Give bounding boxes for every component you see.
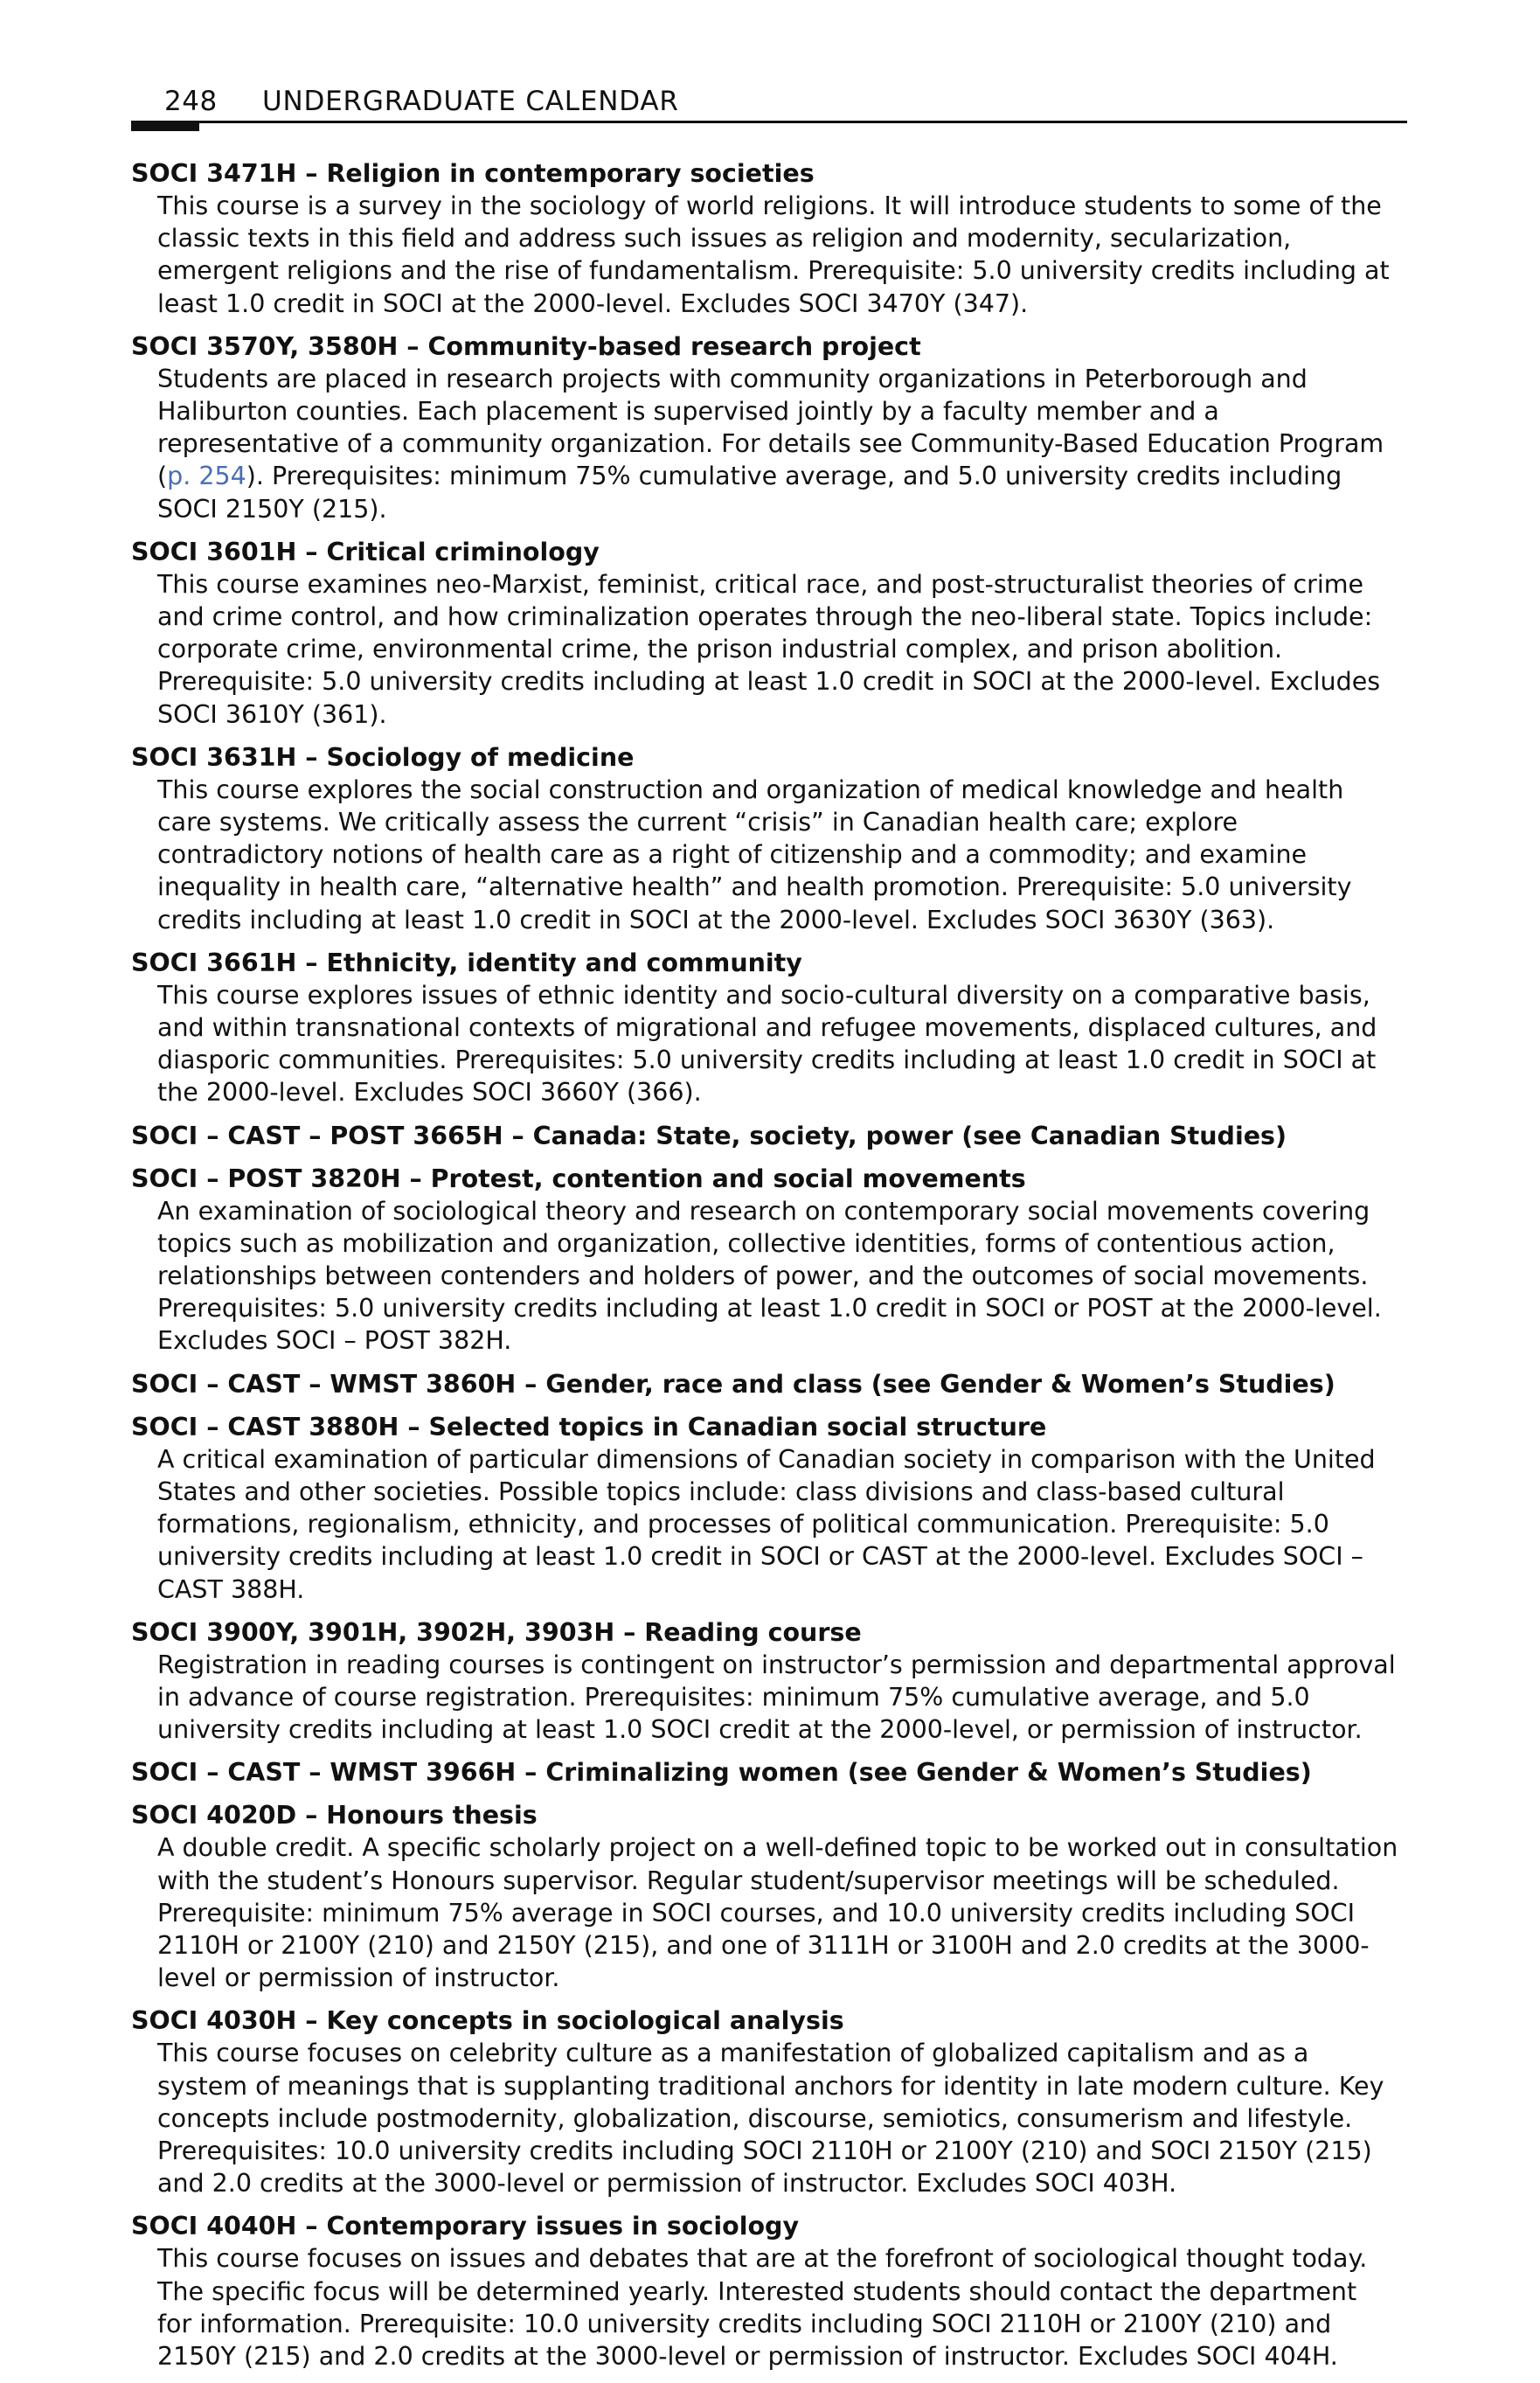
course-entry-soci-3860h <box>131 1368 1407 1400</box>
course-description: This course focuses on celebrity culture as a manifestation of globalized capitalism and as a system of meanings that is supplanting traditional anchors for identity in late modern culture. Key concepts include postmodernity, globalization, discourse, semiotics, consumerism and lifestyle. Prerequisites: 10.0 university credits including SOCI 2110H or 2100Y (210) and SOCI 2150Y (215) and 2.0 credits at the 3000-level or permission of instructor. Excludes SOCI 403H. <box>157 2039 1384 2199</box>
course-entry-soci-3631h <box>131 741 1407 936</box>
course-entry-soci-3966h <box>131 1756 1407 1789</box>
course-title: SOCI – CAST – WMST 3966H – Criminalizing women (see Gender & Women’s Studies) <box>131 1758 1312 1788</box>
course-entry-soci-4030h <box>131 2004 1407 2199</box>
course-entry-soci-3661h <box>131 947 1407 1109</box>
course-description: Registration in reading courses is contingent on instructor’s permission and departmental approval in advance of course registration. Prerequisites: minimum 75% cumulative average, and 5.0 university credits including at least 1.0 SOCI credit at the 2000-level, or permission of instructor. <box>157 1650 1396 1745</box>
course-description: An examination of sociological theory and research on contemporary social movements covering topics such as mobilization and organization, collective identities, forms of contentious action, relationships between contenders and holders of power, and the outcomes of social movements. Prerequisites: 5.0 university credits including at least 1.0 credit in SOCI or POST at the 2000-level. Excludes SOCI – POST 382H. <box>157 1196 1382 1356</box>
page-reference-link[interactable]: p. 254 <box>167 462 246 491</box>
course-title: SOCI 3661H – Ethnicity, identity and community <box>131 948 802 977</box>
course-description-text: Students are placed in research projects with community organizations in Peterborough and Haliburton counties. Each placement is supervised jointly by a faculty member and a representative of a community organization. For details see Community-Based Education Program ( <box>157 364 1384 491</box>
course-title: SOCI 3900Y, 3901H, 3902H, 3903H – Reading course <box>131 1617 862 1647</box>
course-entry-soci-3820h <box>131 1163 1407 1358</box>
course-description <box>157 363 1398 525</box>
course-description: This course focuses on issues and debates that are at the forefront of sociological thought today. The specific focus will be determined yearly. Interested students should contact the department for information. Prerequisite: 10.0 university credits including SOCI 2110H or 2100Y (210) and 2150Y (215) and 2.0 credits at the 3000-level or permission of instructor. Excludes SOCI 404H. <box>157 2244 1368 2371</box>
course-description-text: ). Prerequisites: minimum 75% cumulative average, and 5.0 university credits including SOCI 2150Y (215). <box>157 462 1342 524</box>
course-description: This course explores issues of ethnic identity and socio-cultural diversity on a comparative basis, and within transnational contexts of migrational and refugee movements, displaced cultures, and diasporic communities. Prerequisites: 5.0 university credits including at least 1.0 credit in SOCI at the 2000-level. Excludes SOCI 3660Y (366). <box>157 980 1377 1108</box>
course-title: SOCI 3601H – Critical criminology <box>131 537 600 566</box>
course-description: A double credit. A specific scholarly project on a well-defined topic to be worked out in consultation with the student’s Honours supervisor. Regular student/supervisor meetings will be scheduled. Prerequisite: minimum 75% average in SOCI courses, and 10.0 university credits including SOCI 2110H or 2100Y (210) and 2150Y (215), and one of 3111H or 3100H and 2.0 credits at the 3000-level or permission of instructor. <box>157 1833 1398 1993</box>
course-entry-soci-3880h <box>131 1411 1407 1606</box>
course-description: This course is a survey in the sociology of world religions. It will introduce students to some of the classic texts in this field and address such issues as religion and modernity, secularization, emergent religions and the rise of fundamentalism. Prerequisite: 5.0 university credits including at least 1.0 credit in SOCI at the 2000-level. Excludes SOCI 3470Y (347). <box>157 191 1390 318</box>
course-title: SOCI 4030H – Key concepts in sociological analysis <box>131 2006 844 2036</box>
course-title: SOCI 3631H – Sociology of medicine <box>131 742 635 772</box>
page-header <box>131 82 1407 126</box>
course-description: This course explores the social construction and organization of medical knowledge and health care systems. We critically assess the current “crisis” in Canadian health care; explore contradictory notions of health care as a right of citizenship and a commodity; and examine inequality in health care, “alternative health” and health promotion. Prerequisite: 5.0 university credits including at least 1.0 credit in SOCI at the 2000-level. Excludes SOCI 3630Y (363). <box>157 775 1352 934</box>
course-entry-soci-4020d <box>131 1799 1407 1994</box>
course-title: SOCI – CAST – WMST 3860H – Gender, race and class (see Gender & Women’s Studies) <box>131 1369 1335 1399</box>
course-list <box>131 157 1407 2383</box>
course-entry-soci-3471h <box>131 157 1407 320</box>
header-rule <box>131 121 1407 123</box>
course-title: SOCI – POST 3820H – Protest, contention and social movements <box>131 1164 1026 1193</box>
course-entry-soci-3570y <box>131 330 1407 525</box>
running-head: UNDERGRADUATE CALENDAR <box>262 86 679 117</box>
course-entry-soci-3601h <box>131 536 1407 731</box>
course-title: SOCI 4040H – Contemporary issues in sociology <box>131 2212 800 2241</box>
course-title: SOCI – CAST 3880H – Selected topics in Canadian social structure <box>131 1412 1047 1442</box>
course-description: A critical examination of particular dimensions of Canadian society in comparison with the United States and other societies. Possible topics include: class divisions and class-based cultural formations, regionalism, ethnicity, and processes of political communication. Prerequisite: 5.0 university credits including at least 1.0 credit in SOCI or CAST at the 2000-level. Excludes SOCI – CAST 388H. <box>157 1444 1376 1604</box>
course-title: SOCI 3570Y, 3580H – Community-based research project <box>131 331 921 361</box>
course-title: SOCI 3471H – Religion in contemporary societies <box>131 159 815 188</box>
course-entry-soci-3665h <box>131 1120 1407 1152</box>
header-tab-marker <box>131 121 199 131</box>
course-title: SOCI – CAST – POST 3665H – Canada: State, society, power (see Canadian Studies) <box>131 1121 1287 1150</box>
course-title: SOCI 4020D – Honours thesis <box>131 1801 538 1831</box>
course-entry-soci-4040h <box>131 2210 1407 2373</box>
course-entry-soci-3900y <box>131 1616 1407 1747</box>
course-description: This course examines neo-Marxist, feminist, critical race, and post-structuralist theories of crime and crime control, and how criminalization operates through the neo-liberal state. Topics include: corporate crime, environmental crime, the prison industrial complex, and prison abolition. Prerequisite: 5.0 university credits including at least 1.0 credit in SOCI at the 2000-level. Excludes SOCI 3610Y (361). <box>157 569 1381 729</box>
page-number: 248 <box>164 86 218 117</box>
